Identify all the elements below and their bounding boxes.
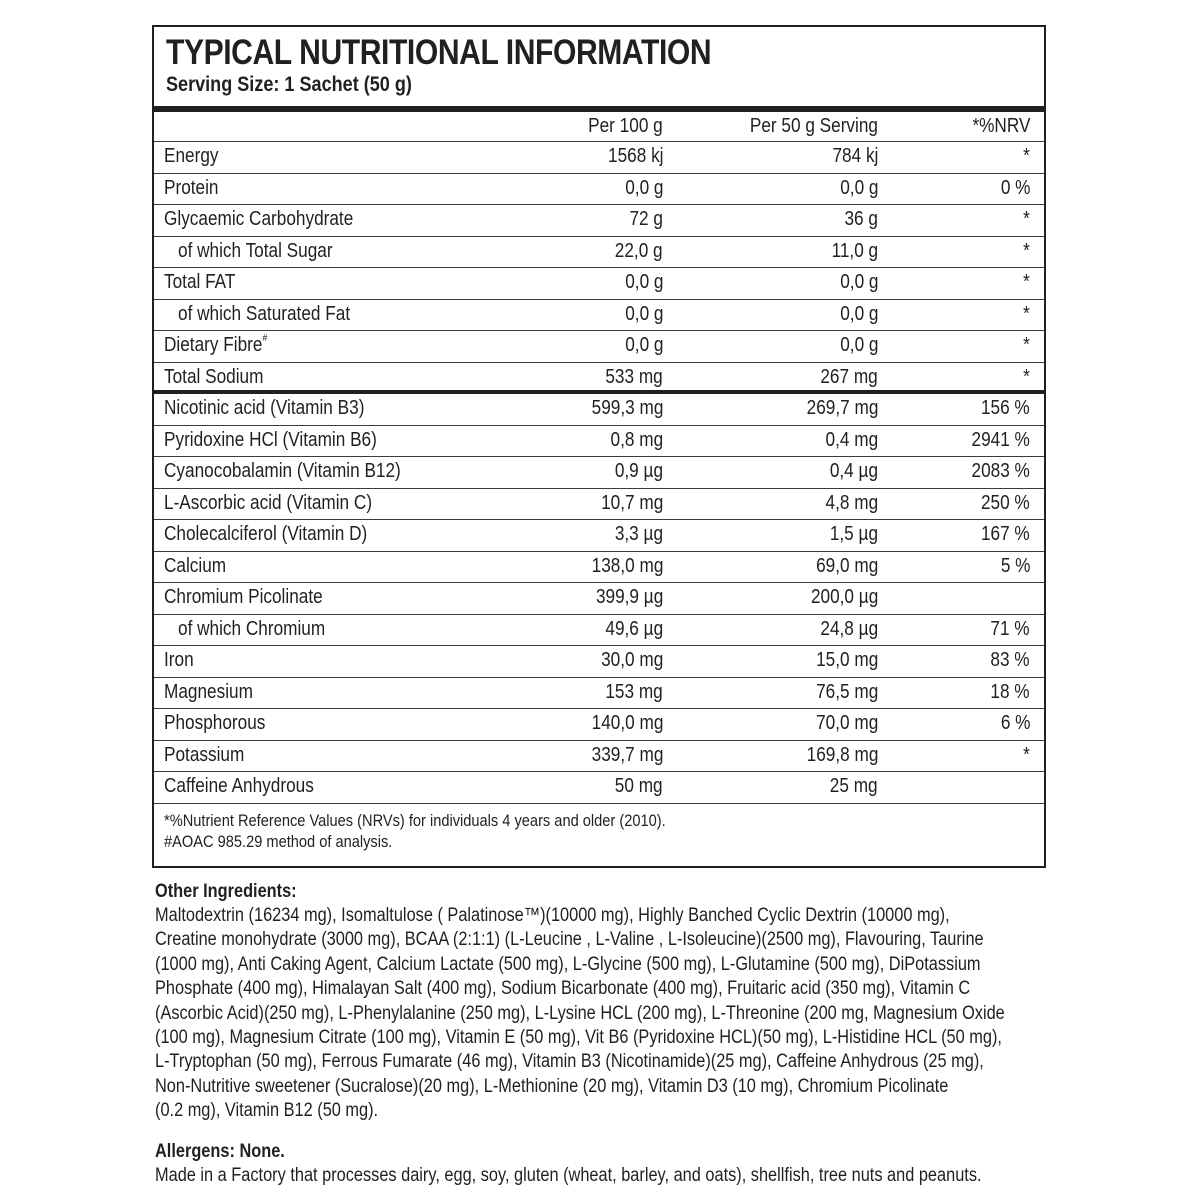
nutrition-panel xyxy=(152,25,1046,868)
table-row-protein xyxy=(154,174,1044,206)
table-row-total-sodium xyxy=(154,363,1044,395)
row-label: L-Ascorbic acid (Vitamin C) xyxy=(164,491,373,514)
ingredients-line: (0.2 mg), Vitamin B12 (50 mg). xyxy=(155,1100,379,1122)
row-label: Pyridoxine HCl (Vitamin B6) xyxy=(164,428,377,451)
ingredients-line: Maltodextrin (16234 mg), Isomaltulose ( Palatinose™)(10000 mg), Highly Banched Cyclic Dextrin (10000 mg), xyxy=(155,905,950,926)
row-per-100g: 138,0 mg xyxy=(591,554,663,577)
row-per-serving: 25 mg xyxy=(830,775,878,797)
row-label: Potassium xyxy=(164,743,245,766)
allergens-heading: Allergens: None. xyxy=(155,1141,285,1162)
ingredients-line: Creatine monohydrate (3000 mg), BCAA (2:1:1) (L-Leucine , L-Valine , L-Isoleucine)(2500 mg), Flavouring, Taurine xyxy=(155,929,984,951)
other-ingredients-section xyxy=(155,880,1055,1124)
table-row-vitamin-b3 xyxy=(154,394,1044,426)
allergens-text: Made in a Factory that processes dairy, egg, soy, gluten (wheat, barley, and oats), shellfish, tree nuts and peanuts. xyxy=(155,1165,982,1186)
row-per-serving: 0,4 µg xyxy=(829,460,878,482)
table-row-saturated-fat xyxy=(154,300,1044,332)
row-label: Iron xyxy=(164,649,194,671)
row-per-100g: 0,0 g xyxy=(624,176,663,199)
table-row-iron xyxy=(154,646,1044,678)
row-nrv: 0 % xyxy=(1000,176,1030,199)
table-row-energy xyxy=(154,142,1044,174)
ingredients-line: Phosphate (400 mg), Himalayan Salt (400 mg), Sodium Bicarbonate (400 mg), Fruitaric acid (350 mg), Vitamin C xyxy=(155,978,971,1000)
row-nrv: * xyxy=(1023,271,1030,293)
row-per-serving: 0,4 mg xyxy=(825,428,878,451)
table-row-total-fat xyxy=(154,268,1044,300)
row-nrv: 71 % xyxy=(990,617,1030,640)
row-nrv: * xyxy=(1023,302,1030,325)
row-nrv: 5 % xyxy=(1000,554,1030,577)
table-row-vitamin-b12 xyxy=(154,457,1044,489)
table-row-chromium xyxy=(154,615,1044,647)
row-nrv: 167 % xyxy=(981,523,1030,545)
row-per-100g: 339,7 mg xyxy=(591,743,663,766)
row-per-serving: 200,0 µg xyxy=(810,586,878,608)
row-nrv: 250 % xyxy=(981,491,1030,514)
row-label: of which Total Sugar xyxy=(178,239,333,262)
panel-title: TYPICAL NUTRITIONAL INFORMATION xyxy=(166,33,712,72)
row-label: Dietary Fibre xyxy=(164,334,263,356)
row-label: Total FAT xyxy=(164,271,236,293)
table-row-glycaemic-carbohydrate xyxy=(154,205,1044,237)
row-per-serving: 36 g xyxy=(844,208,878,230)
row-per-100g: 30,0 mg xyxy=(600,649,663,671)
row-label: Chromium Picolinate xyxy=(164,586,323,608)
row-per-100g: 10,7 mg xyxy=(600,491,663,514)
row-nrv: * xyxy=(1023,208,1030,230)
ingredients-line: L-Tryptophan (50 mg), Ferrous Fumarate (46 mg), Vitamin B3 (Nicotinamide)(25 mg), Caffeine Anhydrous (25 mg), xyxy=(155,1051,984,1073)
row-per-serving: 69,0 mg xyxy=(815,554,878,577)
ingredients-line: Non-Nutritive sweetener (Sucralose)(20 mg), L-Methionine (20 mg), Vitamin D3 (10 mg), Chromium Picolinate xyxy=(155,1075,949,1097)
footnote-nrv: *%Nutrient Reference Values (NRVs) for individuals 4 years and older (2010). xyxy=(164,810,666,830)
row-per-serving: 0,0 g xyxy=(839,302,878,325)
row-nrv: 2083 % xyxy=(971,460,1030,482)
ingredients-line: (1000 mg), Anti Caking Agent, Calcium Lactate (500 mg), L-Glycine (500 mg), L-Glutamine (500 mg), DiPotassium xyxy=(155,953,981,975)
row-per-100g: 0,0 g xyxy=(624,334,663,356)
row-nrv: * xyxy=(1023,743,1030,766)
row-per-100g: 3,3 µg xyxy=(614,523,663,545)
column-header-nrv: *%NRV xyxy=(972,115,1030,137)
row-label: Protein xyxy=(164,176,219,199)
row-per-100g: 22,0 g xyxy=(615,239,663,262)
row-per-serving: 24,8 µg xyxy=(820,617,878,640)
table-row-vitamin-c xyxy=(154,489,1044,521)
table-row-vitamin-d xyxy=(154,520,1044,552)
table-row-vitamin-b6 xyxy=(154,426,1044,458)
table-row-chromium-picolinate xyxy=(154,583,1044,615)
row-nrv: 2941 % xyxy=(971,428,1030,451)
row-nrv: 156 % xyxy=(981,397,1030,419)
row-per-100g: 533 mg xyxy=(605,365,663,388)
row-label-wrap xyxy=(164,334,267,357)
row-per-serving: 1,5 µg xyxy=(829,523,878,545)
row-label: Energy xyxy=(164,145,219,167)
row-per-100g: 0,0 g xyxy=(624,302,663,325)
row-nrv: 18 % xyxy=(990,680,1030,703)
row-nrv: * xyxy=(1023,365,1030,388)
column-header-row xyxy=(154,112,1044,142)
row-per-100g: 0,0 g xyxy=(624,271,663,293)
row-nrv: * xyxy=(1023,145,1030,167)
ingredients-heading: Other Ingredients: xyxy=(155,881,297,902)
row-label: Caffeine Anhydrous xyxy=(164,775,314,797)
table-row-magnesium xyxy=(154,678,1044,710)
table-row-calcium xyxy=(154,552,1044,584)
row-label: of which Saturated Fat xyxy=(178,302,351,325)
allergens-section xyxy=(155,1140,1055,1188)
row-per-100g: 399,9 µg xyxy=(595,586,663,608)
row-per-serving: 4,8 mg xyxy=(825,491,878,514)
row-label: Total Sodium xyxy=(164,365,264,388)
row-per-100g: 153 mg xyxy=(605,680,663,703)
row-label: Glycaemic Carbohydrate xyxy=(164,208,354,230)
table-row-total-sugar xyxy=(154,237,1044,269)
row-label: Magnesium xyxy=(164,680,253,703)
row-nrv: 6 % xyxy=(1000,712,1030,734)
serving-size: Serving Size: 1 Sachet (50 g) xyxy=(166,73,412,96)
row-per-serving: 0,0 g xyxy=(839,334,878,356)
row-per-serving: 76,5 mg xyxy=(815,680,878,703)
row-per-100g: 140,0 mg xyxy=(591,712,663,734)
footnote-marker: # xyxy=(262,333,268,344)
row-per-serving: 269,7 mg xyxy=(806,397,878,419)
row-per-100g: 50 mg xyxy=(615,775,663,797)
row-nrv: * xyxy=(1023,239,1030,262)
table-row-dietary-fibre xyxy=(154,331,1044,363)
row-per-serving: 169,8 mg xyxy=(806,743,878,766)
table-footnotes xyxy=(154,804,1044,864)
ingredients-line: (100 mg), Magnesium Citrate (100 mg), Vitamin E (50 mg), Vit B6 (Pyridoxine HCL)(50 mg), L-Histidine HCL (50 mg), xyxy=(155,1027,1002,1049)
row-label: Phosphorous xyxy=(164,712,266,734)
footnote-aoac: #AOAC 985.29 method of analysis. xyxy=(164,831,393,851)
nutrition-table xyxy=(154,112,1044,864)
row-per-100g: 72 g xyxy=(629,208,663,230)
row-label: Cholecalciferol (Vitamin D) xyxy=(164,523,368,545)
row-per-serving: 11,0 g xyxy=(831,239,878,262)
row-label: Calcium xyxy=(164,554,227,577)
row-per-100g: 0,9 µg xyxy=(614,460,663,482)
row-per-100g: 49,6 µg xyxy=(605,617,663,640)
row-per-serving: 267 mg xyxy=(820,365,878,388)
table-row-phosphorous xyxy=(154,709,1044,741)
row-per-serving: 70,0 mg xyxy=(815,712,878,734)
row-label: of which Chromium xyxy=(178,617,326,640)
row-label: Nicotinic acid (Vitamin B3) xyxy=(164,397,365,419)
column-header-per-100g: Per 100 g xyxy=(588,115,663,137)
row-per-100g: 0,8 mg xyxy=(610,428,663,451)
row-per-serving: 0,0 g xyxy=(839,176,878,199)
row-nrv: * xyxy=(1023,334,1030,356)
column-header-per-serving: Per 50 g Serving xyxy=(749,115,878,137)
row-nrv: 83 % xyxy=(990,649,1030,671)
row-per-serving: 784 kj xyxy=(832,145,878,167)
row-per-100g: 1568 kj xyxy=(607,145,663,167)
table-row-caffeine-anhydrous xyxy=(154,772,1044,804)
ingredients-line: (Ascorbic Acid)(250 mg), L-Phenylalanine (250 mg), L-Lysine HCL (200 mg), L-Threonine (200 mg, Magnesium Oxide xyxy=(155,1002,1005,1024)
row-label: Cyanocobalamin (Vitamin B12) xyxy=(164,460,401,482)
row-per-100g: 599,3 mg xyxy=(591,397,663,419)
table-row-potassium xyxy=(154,741,1044,773)
row-per-serving: 0,0 g xyxy=(839,271,878,293)
row-per-serving: 15,0 mg xyxy=(815,649,878,671)
